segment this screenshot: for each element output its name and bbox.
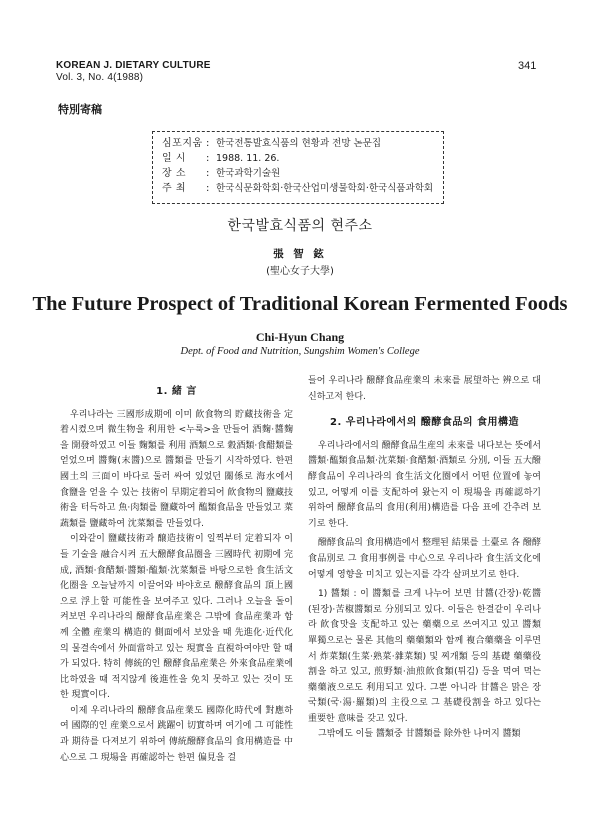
- info-value: 한국과학기술원: [216, 168, 281, 179]
- body-paragraph-continuation: 들어 우리나라 醱酵食品産業의 未來를 展望하는 辨으로 대신하고저 한다.: [308, 376, 541, 402]
- info-value: 한국전통발효식품의 현황과 전망 논문집: [216, 138, 382, 149]
- english-title: The Future Prospect of Traditional Korean Fermented Foods: [32, 293, 568, 315]
- info-label: 주 최: [162, 183, 186, 194]
- info-row-host: [153, 181, 443, 196]
- body-paragraph: 이제 우리나라의 醱酵食品産業도 國際化時代에 對應하여 國際的인 産業으로서 跳躍이 切實하며 여기에 그 可能性과 期待를 다져보기 위하여 傳統醱酵食品의 食用構造를 中心으로 그 現場을 再確認하는 한편 偏見을 걸: [60, 705, 293, 763]
- body-paragraph: 그밖에도 이들 醬類중 甘醬類를 除外한 나머지 醬類: [318, 729, 521, 740]
- info-row-place: [153, 166, 443, 181]
- english-affiliation: Dept. of Food and Nutrition, Sungshim Women's College: [180, 346, 420, 357]
- journal-name: KOREAN J. DIETARY CULTURE: [56, 60, 211, 71]
- body-paragraph: 우리나라에서의 醱酵食品生産의 未來를 내다보는 뜻에서 醬類·醢類食品類·沈菜類·食醋類·酒類로 分別, 이들 五大醱酵食品이 우리나라의 食生活文化圈에서 어떤 位置에 놓여 있고, 어떻게 이를 支配하여 왔는지 이 現場을 再確認하기 위하여 醱酵食品의 食用(利用)構造를 다음 표에 간추려 보기로 한다.: [308, 440, 541, 529]
- english-author: Chi-Hyun Chang: [255, 330, 345, 344]
- section-heading-structure: 2. 우리나라에서의 醱酵食品의 食用構造: [330, 417, 519, 429]
- category-label: 特別寄稿: [58, 103, 102, 116]
- info-value: 1988. 11. 26.: [216, 153, 280, 164]
- journal-volume: Vol. 3, No. 4(1988): [56, 72, 144, 83]
- info-colon: :: [206, 153, 210, 164]
- info-colon: :: [206, 183, 210, 194]
- journal-header: [56, 60, 211, 84]
- body-paragraph: 이와같이 鹽藏技術과 醸造技術이 일찍부터 定着되자 이들 기술을 融合시켜 五大醱酵食品圈을 三國時代 初期에 完成, 酒類·食醋類·醬類·醢類·沈菜類를 바탕으로한 食生活文化圈을 오늘날까지 이끌어와 바야흐로 醱酵食品의 頂上國으로 浮上할 可能性을 보여주고 있다. 그러나 오늘을 돌이켜보면 우리나라의 醱酵食品産業은 그밖에 食品産業과 함께 全體 産業의 構造的 側面에서 보았을 때 先進化·近代化의 물결속에서 外面當하고 있는 現實을 直視하여야만 할 때가 되었다. 特히 傳統的인 醱酵食品産業은 外來食品産業에 比하였을 때 적지않게 後進性을 免치 못하고 있는 것이 또한 現實이다.: [60, 534, 293, 701]
- info-colon: :: [206, 168, 210, 179]
- section-heading-introduction: 1. 緒 言: [156, 386, 197, 397]
- info-value: 한국식문화학회·한국산업미생물학회·한국식품과학회: [216, 183, 434, 194]
- korean-title: 한국발효식품의 현주소: [227, 218, 373, 234]
- info-label: 심포지움: [162, 138, 203, 149]
- body-paragraph: 우리나라는 三國形成期에 이미 飮食物의 貯藏技術을 定着시켰으며 微生物을 利用한 <누룩>을 만들어 酒麴·醬麴을 開發하였고 이들 麴類를 利用 酒類으로 穀酒類·食醋類를 얻었으며 醬麴(末醬)으로 醬類를 만들기 시작하였다. 한편 國土의 三面이 바다로 둘러 싸여 있었던 關係로 海水에서 食鹽을 얻을 수 있는 技術이 早期定着되어 飮食物의 鹽藏技術을 터득하고 魚·肉類를 鹽藏하여 醢類食品을 만들었고 菜蔬類를 鹽藏하여 沈菜類를 만들었다.: [60, 409, 293, 529]
- info-row-symposium: [153, 136, 443, 151]
- symposium-info-box: [152, 131, 444, 204]
- body-paragraph: 1) 醬類 : 이 醬類를 크게 나누어 보면 甘醬(간장)·乾醬(된장)·苦椒醬類로 分別되고 있다. 이들은 한결같이 우리나라 飮食맛을 支配하고 있는 藥藥으로 쓰여지고 있고 醬類 單獨으로는 물론 其他의 藥藥類와 함께 複合藥藥을 이루면서 炸菜類(生菜·熟菜·雜菜類) 및 찌개類 등의 基礎 藥藥役割을 하고 있고, 煎野類·油煎飮食類(튀김) 등을 먹여 먹는 藥藥液으로도 利用되고 있다. 그뿐 아니라 甘醬은 맑은 장국類(국·湯·羅類)의 主役으로 그 基礎役割을 하고 있다는 重要한 意味를 갖고 있다.: [308, 589, 541, 724]
- info-label: 일 시: [162, 153, 186, 164]
- korean-affiliation: (聖心女子大學): [266, 266, 334, 277]
- body-paragraph: 醱酵食品의 食用構造에서 整理된 結果를 土臺로 各 醱酵食品別로 그 食用事例를 中心으로 우리나라 食生活文化에 어떻게 영향을 미치고 있는지를 각각 살펴보기로 한다.: [308, 538, 541, 580]
- page-number: 341: [518, 60, 537, 72]
- korean-author: 張 智 鉉: [273, 248, 327, 260]
- left-column: [60, 374, 293, 766]
- info-colon: :: [206, 138, 210, 149]
- right-column: [308, 374, 541, 743]
- info-label: 장 소: [162, 168, 186, 179]
- info-row-date: [153, 151, 443, 166]
